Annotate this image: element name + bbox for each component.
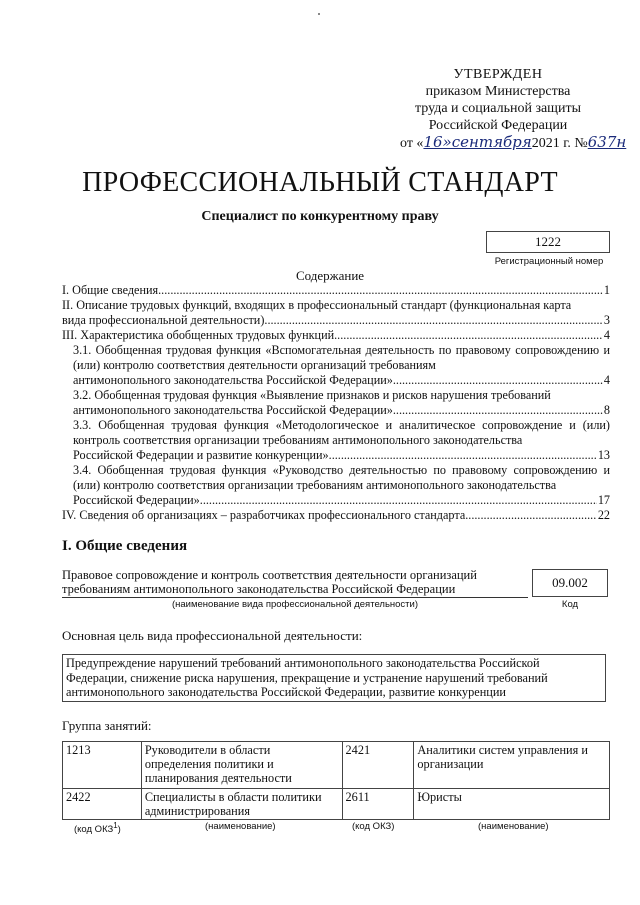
okz-code-cell: 2611: [342, 789, 414, 820]
document-title: ПРОФЕССИОНАЛЬНЫЙ СТАНДАРТ: [82, 167, 558, 198]
okz-name-cell: Юристы: [414, 789, 610, 820]
toc-subitem[interactable]: 3.1. Обобщенная трудовая функция «Вспомогательная деятельность по правовому сопровождению и (или) контролю соответствия деятельности организаций требованиям антимонопольного законодательства Российской Федерации» ..... 4: [62, 343, 610, 388]
approval-line-2: труда и социальной защиты: [415, 101, 581, 116]
goal-text-box: Предупреждение нарушений требований антимонопольного законодательства Российской Федерации, снижение риска нарушения, прекращение и устранение нарушений требований антимонопольного законодательства Российской Федерации, развитие конкуренции: [62, 654, 606, 702]
approval-date: от «16»сентября2021 г. №637н: [400, 133, 627, 151]
approved-label: УТВЕРЖДЕН: [453, 67, 543, 82]
occupation-group-table: [62, 741, 610, 820]
table-row: [63, 742, 610, 789]
toc-item[interactable]: IV. Сведения об организациях – разработчиках профессионального стандарта ..... 22: [62, 508, 610, 523]
activity-kind-caption: (наименование вида профессиональной деятельности): [171, 599, 419, 610]
name-caption: (наименование): [205, 821, 276, 832]
toc-subitem[interactable]: 3.3. Обобщенная трудовая функция «Методологическое и аналитическое сопровождение и (или) контроль соответствия организации требованиям антимонопольного законодательства Российской Федерации и развитие конкуренции» ..... 13: [62, 418, 610, 463]
toc-subitem[interactable]: 3.2. Обобщенная трудовая функция «Выявление признаков и рисков нарушения требований антимонопольного законодательства Российской Федерации» ..... 8: [62, 388, 610, 418]
handwritten-order-number: 637н: [587, 133, 627, 151]
okz-name-cell: Аналитики систем управления и организации: [414, 742, 610, 789]
approval-line-1: приказом Министерства: [425, 84, 571, 99]
activity-code-box: 09.002: [532, 569, 608, 597]
goal-heading: Основная цель вида профессиональной деятельности:: [62, 628, 363, 643]
toc-item[interactable]: II. Описание трудовых функций, входящих в профессиональный стандарт (функциональная карта: [62, 298, 572, 312]
approval-line-3: Российской Федерации: [428, 118, 568, 133]
okz-code-caption: (код ОКЗ$^1$): [74, 821, 121, 836]
occupation-group-heading: Группа занятий:: [62, 718, 152, 733]
name-caption: (наименование): [478, 821, 549, 832]
handwritten-date: 16»сентября: [423, 133, 532, 151]
okz-code-caption: (код ОКЗ): [352, 821, 395, 832]
toc-item[interactable]: III. Характеристика обобщенных трудовых функций ..... 4: [62, 328, 610, 343]
toc-item[interactable]: I. Общие сведения ..... 1: [62, 283, 610, 298]
registration-number-label: Регистрационный номер: [494, 256, 604, 267]
registration-number-box: 1222: [486, 231, 610, 253]
toc-item-cont[interactable]: вида профессиональной деятельности) ..... 3: [62, 313, 610, 328]
okz-name-cell: Руководители в области определения политики и планирования деятельности: [141, 742, 342, 789]
underline: [62, 597, 528, 598]
toc-subitem[interactable]: 3.4. Обобщенная трудовая функция «Руководство деятельностью по правовому сопровождению и (или) контролю соответствия организации требованиям антимонопольного законодательства Российской Федерации» ..... 17: [62, 463, 610, 508]
table-row: [63, 789, 610, 820]
scan-speck: [318, 13, 320, 15]
table-of-contents: [62, 283, 610, 523]
toc-heading: Содержание: [295, 268, 365, 283]
activity-kind-text: Правовое сопровождение и контроль соответствия деятельности организаций требованиям антимонопольного законодательства Российской Федерации: [62, 568, 477, 596]
okz-name-cell: Специалисты в области политики администрирования: [141, 789, 342, 820]
okz-code-cell: 1213: [63, 742, 142, 789]
okz-code-cell: 2422: [63, 789, 142, 820]
section-heading: I. Общие сведения: [62, 538, 188, 554]
document-subtitle: Специалист по конкурентному праву: [201, 209, 439, 224]
approval-stamp: [398, 66, 627, 152]
okz-code-cell: 2421: [342, 742, 414, 789]
activity-code-caption: Код: [561, 599, 579, 610]
